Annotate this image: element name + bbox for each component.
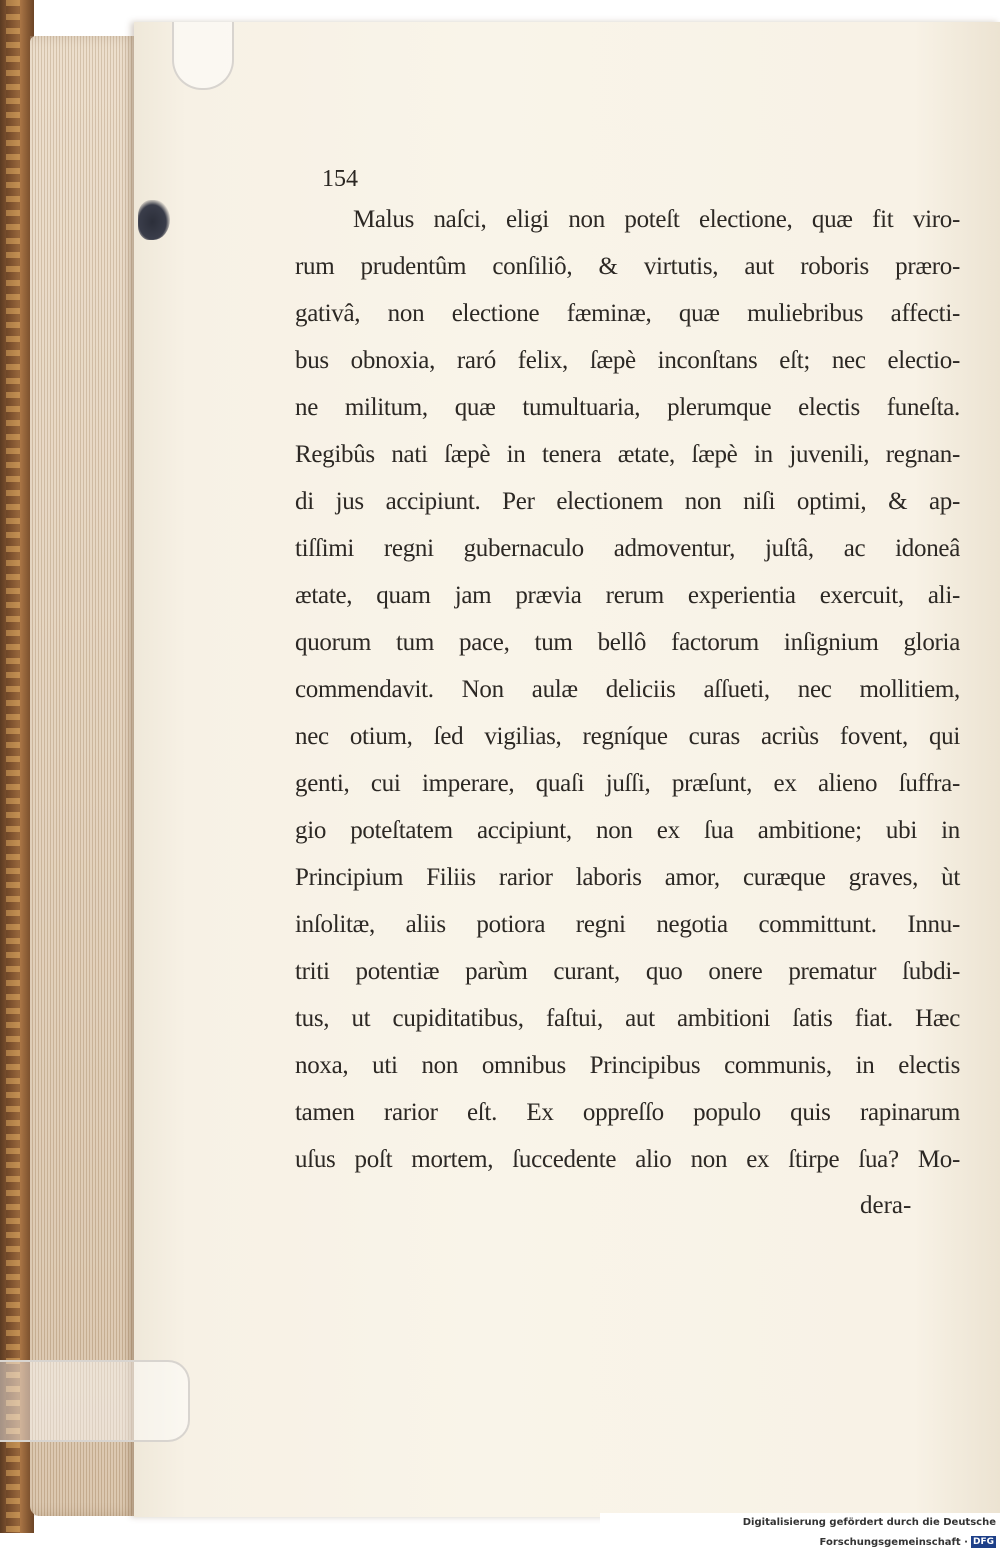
- text-line: ætate, quam jam prævia rerum experientia exercuit, ali-: [295, 582, 960, 609]
- page-edge-stack: [30, 36, 140, 1516]
- text-line: noxa, uti non omnibus Principibus communis, in electis: [295, 1052, 960, 1079]
- bookmark-tab-bottom: [0, 1360, 190, 1442]
- text-line: uſus poſt mortem, ſuccedente alio non ex ſtirpe ſua? Mo-: [295, 1146, 960, 1173]
- text-line: commendavit. Non aulæ deliciis aſſueti, nec mollitiem,: [295, 676, 960, 703]
- text-line: ne militum, quæ tumultuaria, plerumque electis funeſta.: [295, 394, 960, 421]
- catchword: dera-: [860, 1192, 912, 1219]
- text-line: di jus accipiunt. Per electionem non niſi optimi, & ap-: [295, 488, 960, 515]
- text-line: tiſſimi regni gubernaculo admoventur, juſtâ, ac idoneâ: [295, 535, 960, 562]
- text-line: rum prudentûm conſiliô, & virtutis, aut roboris præro-: [295, 253, 960, 280]
- book-cover-edge: [0, 0, 34, 1533]
- page-number: 154: [322, 166, 358, 192]
- text-line: triti potentiæ parùm curant, quo onere prematur ſubdi-: [295, 958, 960, 985]
- body-text: [295, 196, 960, 1183]
- text-line: genti, cui imperare, quaſi juſſi, præſunt, ex alieno ſuffra-: [295, 770, 960, 797]
- text-line: gio poteſtatem accipiunt, non ex ſua ambitione; ubi in: [295, 817, 960, 844]
- credit-text: Digitalisierung gefördert durch die Deutsche Forschungsgemeinschaft ·: [742, 1517, 996, 1548]
- text-line: bus obnoxia, raró felix, ſæpè inconſtans eſt; nec electio-: [295, 347, 960, 374]
- text-line: Malus naſci, eligi non poteſt electione, quæ fit viro-: [353, 206, 960, 233]
- text-line: quorum tum pace, tum bellô factorum inſignium gloria: [295, 629, 960, 656]
- digitization-credit: [600, 1513, 1000, 1548]
- bookmark-tab-top: [172, 22, 234, 90]
- text-line: Principium Filiis rarior laboris amor, curæque graves, ùt: [295, 864, 960, 891]
- text-line: tus, ut cupiditatibus, faſtui, aut ambitioni ſatis fiat. Hæc: [295, 1005, 960, 1032]
- text-line: Regibûs nati ſæpè in tenera ætate, ſæpè in juvenili, regnan-: [295, 441, 960, 468]
- text-line: nec otium, ſed vigilias, regníque curas acriùs fovent, qui: [295, 723, 960, 750]
- text-line: inſolitæ, aliis potiora regni negotia committunt. Innu-: [295, 911, 960, 938]
- text-line: tamen rarior eſt. Ex oppreſſo populo quis rapinarum: [295, 1099, 960, 1126]
- text-line: gativâ, non electione fæminæ, quæ muliebribus affecti-: [295, 300, 960, 327]
- dfg-logo: DFG: [972, 1537, 994, 1547]
